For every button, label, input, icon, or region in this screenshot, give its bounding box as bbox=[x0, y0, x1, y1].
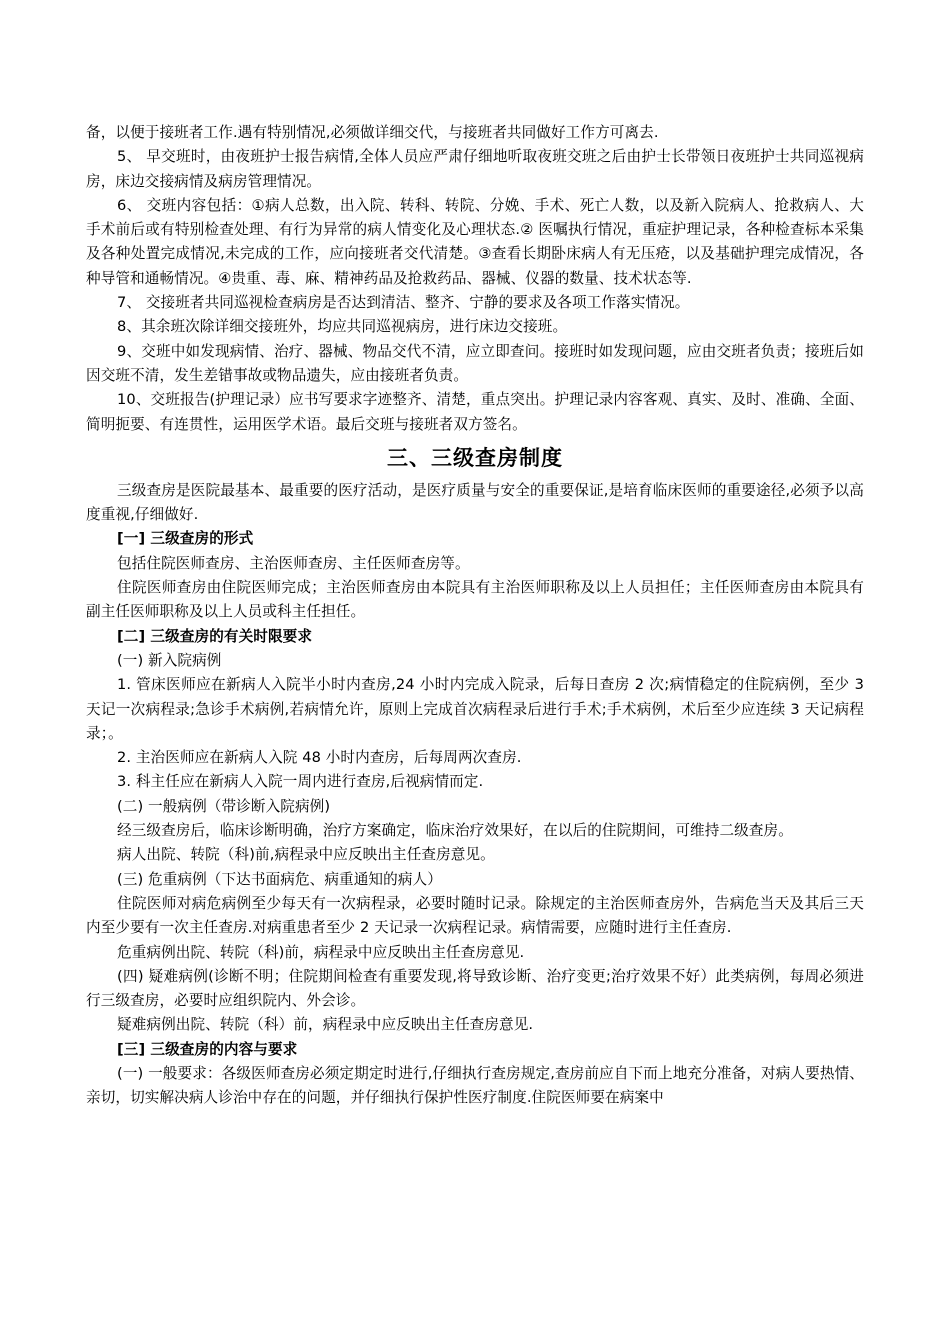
paragraph: 疑难病例出院、转院（科）前，病程录中应反映出主任查房意见. bbox=[117, 1016, 534, 1034]
paragraph: 2. 主治医师应在新病人入院 48 小时内查房，后每周两次查房. bbox=[117, 749, 522, 767]
paragraph: 8、其余班次除详细交接班外，均应共同巡视病房，进行床边交接班。 bbox=[117, 318, 568, 336]
section-body bbox=[86, 479, 864, 1111]
paragraph: 10、交班报告(护理记录）应书写要求字迹整齐、清楚，重点突出。护理记录内容客观、真实、及时、准确、全面、简明扼要、有连贯性，运用医学术语。最后交班与接班者双方签名。 bbox=[86, 391, 864, 433]
paragraph: (一) 新入院病例 bbox=[117, 651, 222, 669]
subsection-heading: [三] 三级查房的内容与要求 bbox=[117, 1040, 298, 1058]
paragraph: 5、 早交班时，由夜班护士报告病情,全体人员应严肃仔细地听取夜班交班之后由护士长带领日夜班护士共同巡视病房，床边交接病情及病房管理情况。 bbox=[86, 148, 864, 190]
paragraph: (一) 一般要求：各级医师查房必须定期定时进行,仔细执行查房规定,查房前应自下而上地充分准备，对病人要热情、亲切，切实解决病人诊治中存在的问题，并仔细执行保护性医疗制度.住院医师要在病案中 bbox=[86, 1064, 864, 1107]
document-body bbox=[86, 121, 864, 1111]
paragraph: 7、 交接班者共同巡视检查病房是否达到清洁、整齐、宁静的要求及各项工作落实情况。 bbox=[117, 294, 690, 312]
paragraph: 经三级查房后，临床诊断明确，治疗方案确定，临床治疗效果好，在以后的住院期间，可维持二级查房。 bbox=[117, 822, 793, 840]
paragraph: 住院医师查房由住院医师完成；主治医师查房由本院具有主治医师职称及以上人员担任；主任医师查房由本院具有副主任医师职称及以上人员或科主任担任。 bbox=[86, 579, 864, 621]
paragraph: 病人出院、转院（科)前,病程录中应反映出主任查房意见。 bbox=[117, 846, 495, 864]
paragraph: 住院医师对病危病例至少每天有一次病程录，必要时随时记录。除规定的主治医师查房外，告病危当天及其后三天内至少要有一次主任查房.对病重患者至少 2 天记录一次病程记录。病情需要，应随时进行主任查房. bbox=[86, 894, 864, 937]
paragraph: 3. 科主任应在新病人入院一周内进行查房,后视病情而定. bbox=[117, 773, 484, 791]
subsection-heading: [二] 三级查房的有关时限要求 bbox=[117, 627, 313, 645]
paragraph: 三级查房是医院最基本、最重要的医疗活动，是医疗质量与安全的重要保证,是培育临床医师的重要途径,必须予以高度重视,仔细做好. bbox=[86, 481, 864, 524]
paragraph: (三) 危重病例（下达书面病危、病重通知的病人） bbox=[117, 870, 442, 888]
paragraph: (二) 一般病例（带诊断入院病例) bbox=[117, 797, 331, 815]
paragraph: 9、交班中如发现病情、治疗、器械、物品交代不清，应立即查问。接班时如发现问题，应由交班者负责；接班后如因交班不清，发生差错事故或物品遗失，应由接班者负责。 bbox=[86, 342, 864, 384]
section-title: 三、三级查房制度 bbox=[387, 445, 563, 470]
paragraph: 备，以便于接班者工作.遇有特别情况,必须做详细交代，与接班者共同做好工作方可离去. bbox=[86, 124, 659, 141]
subsection-heading: [一] 三级查房的形式 bbox=[117, 530, 254, 548]
paragraph: (四) 疑难病例(诊断不明；住院期间检查有重要发现,将导致诊断、治疗变更;治疗效果不好）此类病例，每周必须进行三级查房，必要时应组织院内、外会诊。 bbox=[86, 967, 864, 1010]
paragraph: 6、 交班内容包括：①病人总数，出入院、转科、转院、分娩、手术、死亡人数，以及新入院病人、抢救病人、大手术前后或有特别检查处理、有行为异常的病人情变化及心理状态.② 医嘱执行情况，重症护理记录，各种检查标本采集及各种处置完成情况,未完成的工作，应向接班者交代清楚。③查看长期卧床病人有无压疮，以及基础护理完成情况，各种导管和通畅情况。④贵重、毒、麻、精神药品及抢救药品、器械、仪器的数量、技术状态等. bbox=[86, 196, 864, 287]
paragraph: 包括住院医师查房、主治医师查房、主任医师查房等。 bbox=[117, 554, 470, 572]
paragraph: 危重病例出院、转院（科)前，病程录中应反映出主任查房意见. bbox=[117, 943, 525, 961]
paragraph: 1. 管床医师应在新病人入院半小时内查房,24 小时内完成入院录，后每日查房 2 次;病情稳定的住院病例，至少 3 天记一次病程录;急诊手术病例,若病情允许，原则上完成首次病程录后进行手术;手术病例，术后至少应连续 3 天记病程录；。 bbox=[86, 676, 864, 742]
